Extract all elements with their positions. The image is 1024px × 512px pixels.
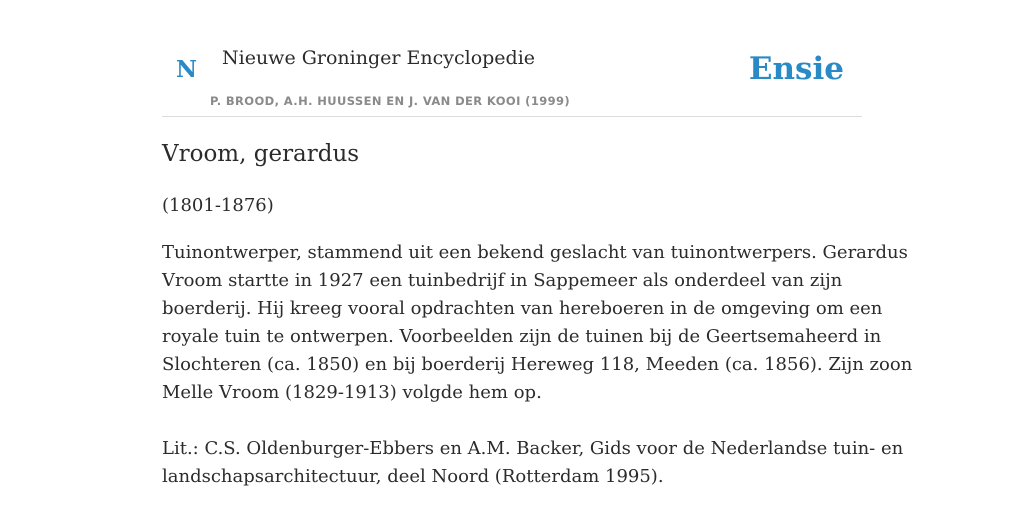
literature-line: Lit.: C.S. Oldenburger-Ebbers en A.M. Backer, Gids voor de Nederlandse tuin- en [162, 438, 904, 459]
body-line: boerderij. Hij kreeg vooral opdrachten van hereboeren in de omgeving om een [162, 298, 883, 319]
body-line: Slochteren (ca. 1850) en bij boerderij Hereweg 118, Meeden (ca. 1856). Zijn zoon [162, 354, 913, 375]
entry-body [162, 239, 913, 407]
literature-line: landschapsarchitectuur, deel Noord (Rotterdam 1995). [162, 466, 664, 487]
book-title[interactable]: Nieuwe Groninger Encyclopedie [222, 47, 536, 69]
entry-title: Vroom, gerardus [162, 141, 360, 167]
page [162, 0, 913, 512]
body-line: Melle Vroom (1829-1913) volgde hem op. [162, 382, 542, 403]
header [162, 0, 862, 117]
body-line: Vroom startte in 1927 een tuinbedrijf in Sappemeer als onderdeel van zijn [162, 270, 843, 291]
entry-body-paragraph [162, 239, 913, 407]
entry-years: (1801-1876) [162, 195, 274, 216]
ensie-logo[interactable]: Ensie [748, 51, 844, 87]
letter-badge[interactable]: N [176, 56, 198, 83]
body-line: royale tuin te ontwerpen. Voorbeelden zijn de tuinen bij de Geertsemaheerd in [162, 326, 882, 347]
book-authors: P. BROOD, A.H. HUUSSEN EN J. VAN DER KOOI (1999) [210, 94, 571, 108]
entry-literature [162, 435, 904, 491]
body-line: Tuinontwerper, stammend uit een bekend geslacht van tuinontwerpers. Gerardus [162, 242, 908, 263]
